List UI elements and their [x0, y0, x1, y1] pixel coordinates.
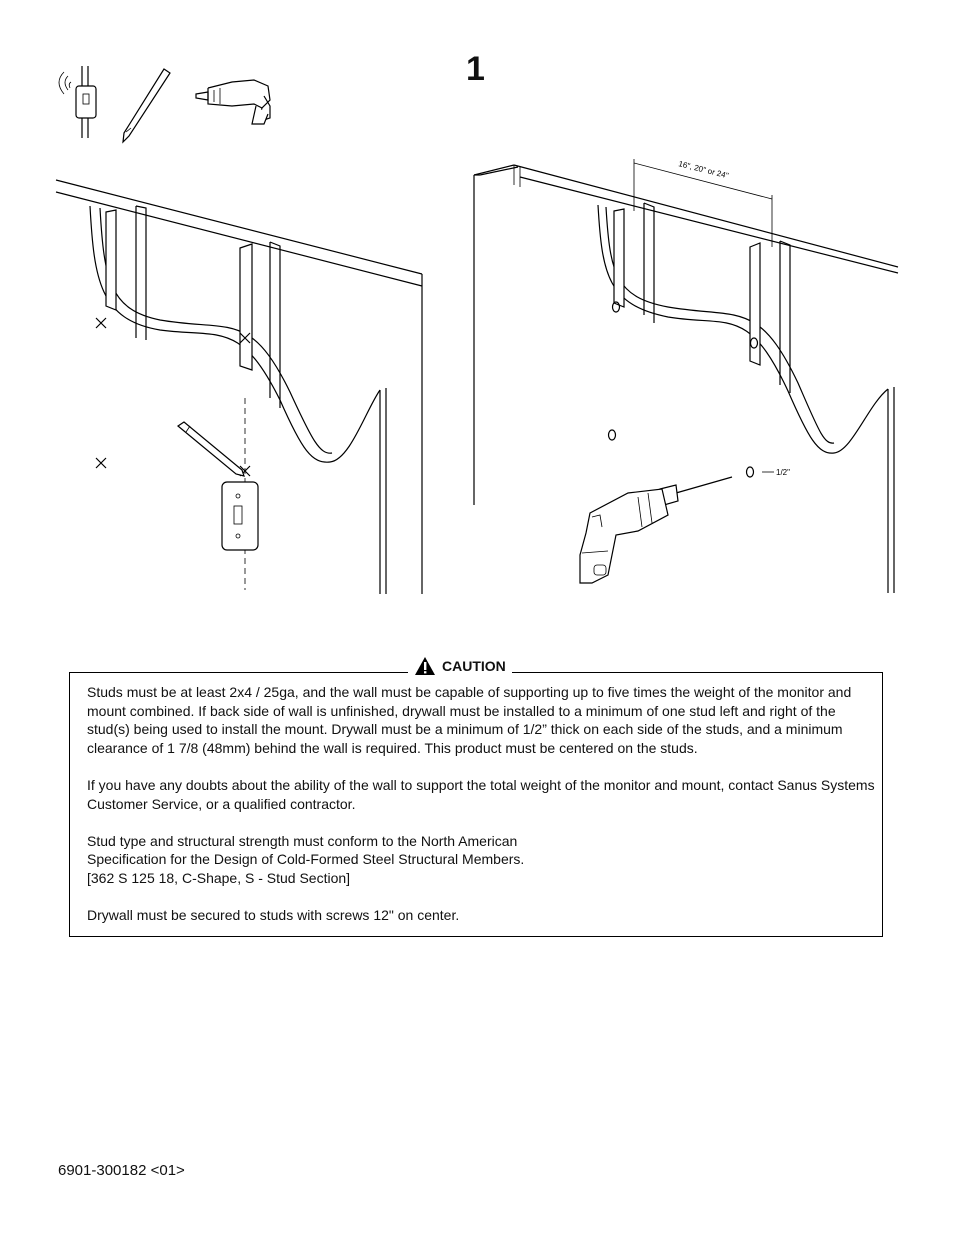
caution-title: CAUTION: [442, 658, 506, 674]
tools-row: [56, 66, 296, 146]
hole-size-label: 1/2": [776, 468, 790, 477]
pilot-holes: [609, 302, 791, 477]
warning-icon: [414, 656, 436, 676]
document-number: 6901-300182 <01>: [58, 1162, 185, 1179]
pencil-marks: [96, 318, 250, 476]
caution-paragraph: If you have any doubts about the ability of the wall to support the total weight of the monitor and mount, contact Sanus Systems Customer Service, or a qualified contractor.: [87, 776, 875, 812]
stud-spacing-dimension: [634, 159, 772, 247]
outlet-icon: [222, 482, 258, 550]
caution-header: [408, 654, 512, 678]
stud-center: [240, 242, 280, 408]
marking-pencil-icon: [178, 422, 244, 476]
stud-left: [106, 206, 146, 340]
drill-pilot-holes-figure: [468, 155, 904, 600]
step-number: 1: [466, 50, 485, 88]
stud-spacing-label: 16", 20" or 24": [677, 159, 730, 181]
pencil-icon: [123, 69, 170, 142]
stud-right: [750, 241, 790, 393]
caution-paragraph: Drywall must be secured to studs with screws 12" on center.: [87, 907, 460, 924]
stud-finder-icon: [59, 66, 96, 138]
wall-marking-figure: [50, 170, 430, 600]
drywall-panel: [474, 165, 898, 593]
drill-icon: [580, 477, 732, 583]
drill-icon: [196, 80, 270, 124]
caution-text: [87, 683, 877, 943]
caution-paragraph: Stud type and structural strength must conform to the North American Specification for the Design of Cold-Formed Steel Structural Members. [362 S 125 18, C-Shape, S - Stud Section]: [87, 832, 525, 886]
caution-paragraph: Studs must be at least 2x4 / 25ga, and the wall must be capable of supporting up to five times the weight of the monitor and mount combined. If back side of wall is unfinished, drywall must be installed to a minimum of one stud left and right of the stud(s) being used to install the mount. Drywall must be a minimum of 1/2” thick on each side of the studs, and a minimum clearance of 1 7/8 (48mm) behind the wall is required. This product must be centered on the studs.: [87, 684, 852, 756]
